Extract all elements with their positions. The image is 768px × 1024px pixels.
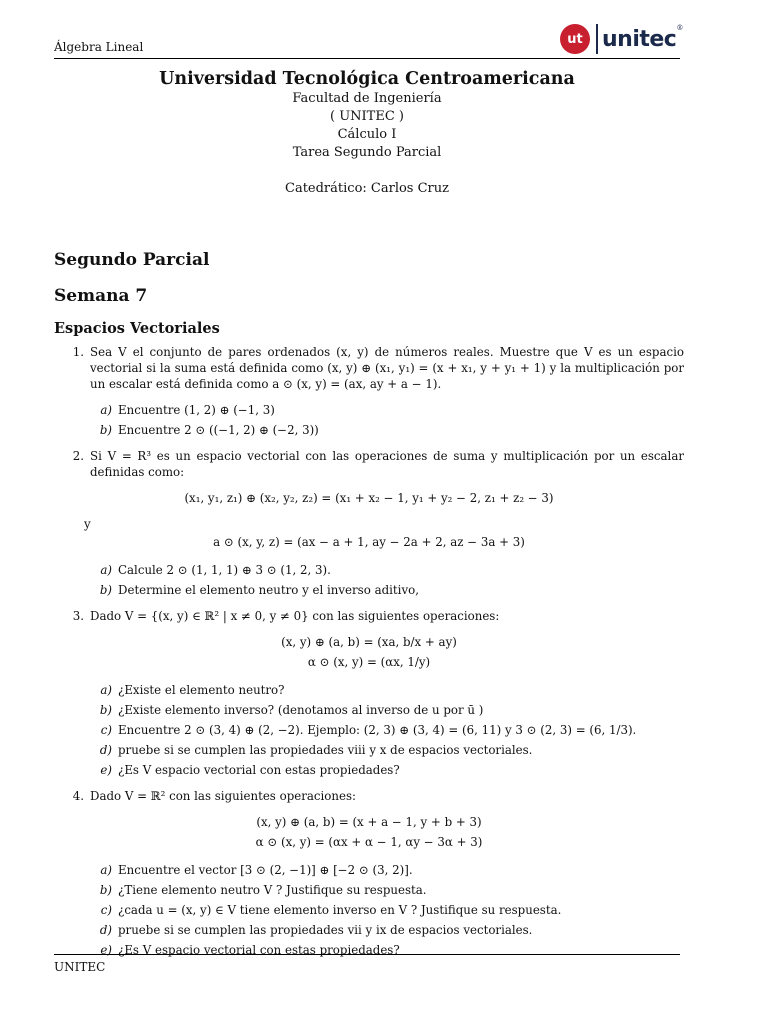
item-label: e) [100,763,112,777]
list-item [90,400,684,420]
problem-number: 4. [72,789,84,803]
list-item [90,580,684,600]
list-item [90,860,684,880]
week-heading: Semana 7 [54,286,148,306]
subject-name: Cálculo I [337,127,397,142]
list-item [90,760,684,780]
equation-scalar: α ⊙ (x, y) = (αx, 1/y) [307,655,431,669]
item-text: Encuentre 2 ⊙ (3, 4) ⊕ (2, −2). Ejemplo: (2, 3) ⊕ (3, 4) = (6, 11) y 3 ⊙ (2, 3) = (6, 1/3). [118,723,637,737]
item-text: ¿Tiene elemento neutro V ? Justifique su respuesta. [118,883,427,897]
list-item [90,560,684,580]
problem-1 [54,344,684,440]
problem-statement: Dado V = ℝ² con las siguientes operaciones: [90,789,357,803]
logo-wordmark: unitec [602,26,677,52]
list-item [90,420,684,440]
item-label: c) [100,723,112,737]
running-header-course: Álgebra Lineal [54,40,144,54]
equation-addition: (x, y) ⊕ (a, b) = (xa, b/x + ay) [281,635,457,649]
item-label: b) [99,423,112,437]
item-label: a) [100,403,112,417]
title-block [54,68,680,198]
problem-3 [54,608,684,780]
item-label: d) [99,923,112,937]
unitec-logo [560,22,683,56]
item-label: b) [99,703,112,717]
list-item [90,700,684,720]
list-item [90,900,684,920]
item-label: b) [99,583,112,597]
item-label: e) [100,943,112,957]
list-item [90,740,684,760]
header-rule [54,58,680,59]
logo-mark-icon: ut [560,24,590,54]
logo-registered-mark: ® [676,24,684,32]
problem-statement: Si V = R³ es un espacio vectorial con las operaciones de suma y multiplicación por un escalar definidas como: [90,449,684,479]
section-heading: Segundo Parcial [54,250,210,270]
university-abbr: ( UNITEC ) [330,109,404,124]
list-item [90,940,684,960]
equation-addition: (x, y) ⊕ (a, b) = (x + a − 1, y + b + 3) [256,815,482,829]
problem-list [54,344,684,968]
problem-4 [54,788,684,960]
item-label: b) [99,883,112,897]
item-label: a) [100,563,112,577]
equation-addition: (x₁, y₁, z₁) ⊕ (x₂, y₂, z₂) = (x₁ + x₂ − 1, y₁ + y₂ − 2, z₁ + z₂ − 3) [184,491,554,505]
item-text: ¿Existe elemento inverso? (denotamos al inverso de u por ū ) [118,703,484,717]
list-item [90,880,684,900]
university-name: Universidad Tecnológica Centroamericana [159,69,575,89]
logo-divider [596,24,598,54]
faculty-name: Facultad de Ingeniería [292,91,442,106]
problem-2 [54,448,684,600]
running-footer: UNITEC [54,960,106,974]
list-item [90,920,684,940]
item-text: Calcule 2 ⊙ (1, 1, 1) ⊕ 3 ⊙ (1, 2, 3). [118,563,331,577]
list-item [90,680,684,700]
topic-heading: Espacios Vectoriales [54,320,220,337]
assignment-name: Tarea Segundo Parcial [292,145,442,160]
problem-statement: Dado V = {(x, y) ∈ ℝ² | x ≠ 0, y ≠ 0} con las siguientes operaciones: [90,609,500,623]
problem-statement: Sea V el conjunto de pares ordenados (x, y) de números reales. Muestre que V es un espacio vectorial si la suma está definida como (x, y) ⊕ (x₁, y₁) = (x + x₁, y + y₁ + 1) y la multiplicación por un escalar está definida como a ⊙ (x, y) = (ax, ay + a − 1). [90,345,684,391]
equation-scalar: α ⊙ (x, y) = (αx + α − 1, αy − 3α + 3) [255,835,483,849]
item-label: a) [100,863,112,877]
item-label: c) [100,903,112,917]
item-text: ¿Es V espacio vectorial con estas propiedades? [118,943,400,957]
item-text: Encuentre (1, 2) ⊕ (−1, 3) [118,403,275,417]
item-text: ¿Es V espacio vectorial con estas propiedades? [118,763,400,777]
item-label: a) [100,683,112,697]
item-text: ¿Existe el elemento neutro? [118,683,285,697]
problem-number: 2. [72,449,84,463]
item-text: Determine el elemento neutro y el inverso aditivo, [118,583,419,597]
item-text: pruebe si se cumplen las propiedades viii y x de espacios vectoriales. [118,743,533,757]
connector-text: y [84,517,91,531]
item-text: Encuentre el vector [3 ⊙ (2, −1)] ⊕ [−2 ⊙ (3, 2)]. [118,863,413,877]
item-text: pruebe si se cumplen las propiedades vii y ix de espacios vectoriales. [118,923,533,937]
problem-number: 1. [72,345,84,359]
item-label: d) [99,743,112,757]
problem-number: 3. [72,609,84,623]
professor-name: Catedrático: Carlos Cruz [285,181,449,196]
list-item [90,720,684,740]
equation-scalar: a ⊙ (x, y, z) = (ax − a + 1, ay − 2a + 2, az − 3a + 3) [213,535,525,549]
footer-rule [54,954,680,955]
item-text: Encuentre 2 ⊙ ((−1, 2) ⊕ (−2, 3)) [118,423,319,437]
item-text: ¿cada u = (x, y) ∈ V tiene elemento inverso en V ? Justifique su respuesta. [118,903,562,917]
